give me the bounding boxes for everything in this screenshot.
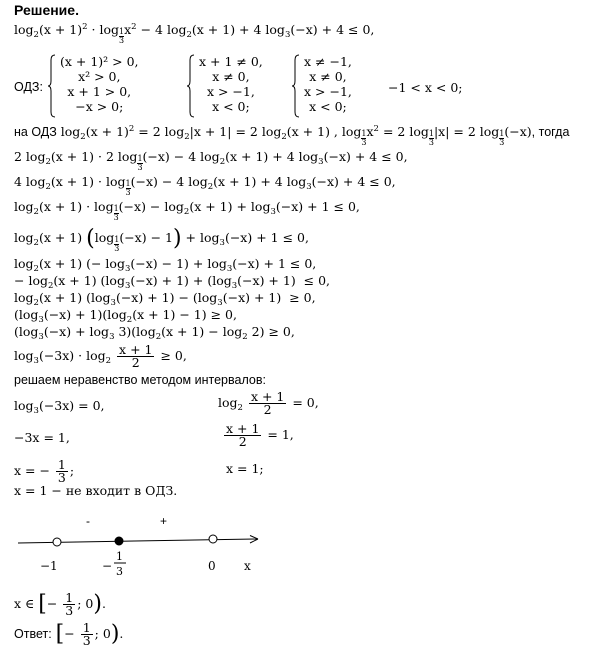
label-third-num: 1: [116, 550, 123, 563]
right-eq-3: x = 1;: [226, 461, 264, 476]
odz-label: ОДЗ:: [14, 80, 43, 94]
point-minus-third: [115, 537, 123, 545]
step-6: − $\log_2(x + 1) (\log_3(-x) + 1) + (\log_3(-x) + 1) \le 0$,: [14, 273, 331, 291]
point-minus-one: [53, 538, 61, 546]
label-minus-one: −1: [40, 559, 58, 573]
odz-s3-row: x < 0;: [309, 99, 347, 114]
brace-icon: [292, 54, 300, 118]
odz-system-1: [48, 54, 158, 118]
odz-s3-row: x ≠ 0,: [309, 69, 347, 84]
not-in-odz: x = 1 − не входит в ОДЗ.: [14, 483, 178, 498]
step-10: $\log_3(-3x) \cdot \log_2$ $\frac{x + 1}{2}$ ≥ 0,: [14, 342, 187, 370]
odz-s1-row: (x + 1)² > 0,: [60, 54, 139, 69]
problem-line: $\log_2(x + 1)^2 \cdot \log$ $_{\frac{1}{3}}$ $x^2 - 4$ $\log_2(x + 1) + 4$ $\log_3(-x) + 4 \le 0$,: [14, 22, 375, 45]
label-third-den: 3: [116, 565, 123, 578]
step-4: $\log_2(x + 1)$ (log $_{\frac{1}{3}}$ $(-x) - 1) + \log_3(-x) + 1 \le 0$,: [14, 226, 309, 253]
left-eq-1: $\log_3(-3x) = 0$,: [14, 398, 105, 416]
number-line: [14, 512, 274, 584]
right-eq-2: $\frac{x + 1}{2}$ = 1,: [226, 421, 294, 449]
odz-s2-row: x ≠ 0,: [212, 69, 250, 84]
odz-system-3: [292, 54, 382, 118]
odz-transform-line: на ОДЗ $\log_2(x + 1)^2 = 2$ $\log_2|x + 1| = 2$ $\log_2(x + 1)$ , log $_{\frac{1}{3}}$ $x^2 = 2$ log $_{\frac{1}{3}}$ |x| = 2 log $_{\frac{1}{3}}$ (−x), тогда: [14, 124, 570, 147]
odz-s3-row: x > −1,: [304, 84, 352, 99]
title: Решение.: [14, 2, 79, 18]
intervals-text: решаем неравенство методом интервалов:: [14, 373, 266, 387]
step-2: 4 $\log_2(x + 1) \cdot \log$ $_{\frac{1}{3}}$ (−x) − 4 $\log_2(x + 1) + 4$ $\log_3(-x) + 4 \le 0$,: [14, 174, 396, 197]
step-1: 2 $\log_2(x + 1) \cdot 2$ log $_{\frac{1}{3}}$ (−x) − 4 $\log_2(x + 1) + 4$ $\log_3(-x) + 4 \le 0$,: [14, 149, 408, 172]
odz-s3-row: x ≠ −1,: [304, 54, 352, 69]
step-7: $\log_2(x + 1) (\log_3(-x) + 1) - (\log_3(-x) + 1) \ge 0$,: [14, 290, 316, 308]
answer: Ответ: [− $\frac{1}{3}$ ; 0).: [14, 620, 124, 648]
step-9: $(\log_3(-x) + \log_3 3)(\log_2(x + 1) - \log_2 2) \ge 0$,: [14, 324, 295, 342]
brace-icon: [48, 54, 56, 118]
odz-result: −1 < x < 0;: [388, 80, 463, 95]
brace-icon: [187, 54, 195, 118]
left-eq-3: x = − $\frac{1}{3}$ ;: [14, 457, 75, 485]
odz-s2-row: x < 0;: [212, 99, 250, 114]
label-minus-third-sign: −: [102, 559, 113, 573]
odz-s1-row: −x > 0;: [75, 99, 124, 114]
odz-s1-row: x² > 0,: [78, 69, 121, 84]
step-3: $\log_2(x + 1) \cdot \log$ $_{\frac{1}{3}}$ $(-x) - \log_2(x + 1) + \log_3(-x) + 1 \le 0$,: [14, 199, 360, 222]
odz-system-2: [187, 54, 277, 118]
odz-s2-row: x + 1 ≠ 0,: [199, 54, 263, 69]
step-5: $\log_2(x + 1)$ (− $\log_3(-x) - 1) + \log_3(-x) + 1 \le 0$,: [14, 256, 317, 274]
left-eq-2: −3x = 1,: [14, 430, 70, 445]
label-zero: 0: [208, 559, 216, 573]
sign-plus: +: [160, 514, 168, 528]
right-eq-1: $\log_2$ $\frac{x + 1}{2}$ = 0,: [218, 389, 319, 417]
solution-set: x ∈ [− $\frac{1}{3}$ ; 0).: [14, 590, 106, 618]
point-zero: [209, 535, 217, 543]
label-x: x: [244, 559, 251, 573]
odz-s2-row: x > −1,: [206, 84, 255, 99]
sign-minus: -: [86, 514, 90, 528]
odz-s1-row: x + 1 > 0,: [67, 84, 132, 99]
step-8: $(\log_3(-x) + 1)(\log_2(x + 1) - 1) \ge 0$,: [14, 307, 237, 325]
